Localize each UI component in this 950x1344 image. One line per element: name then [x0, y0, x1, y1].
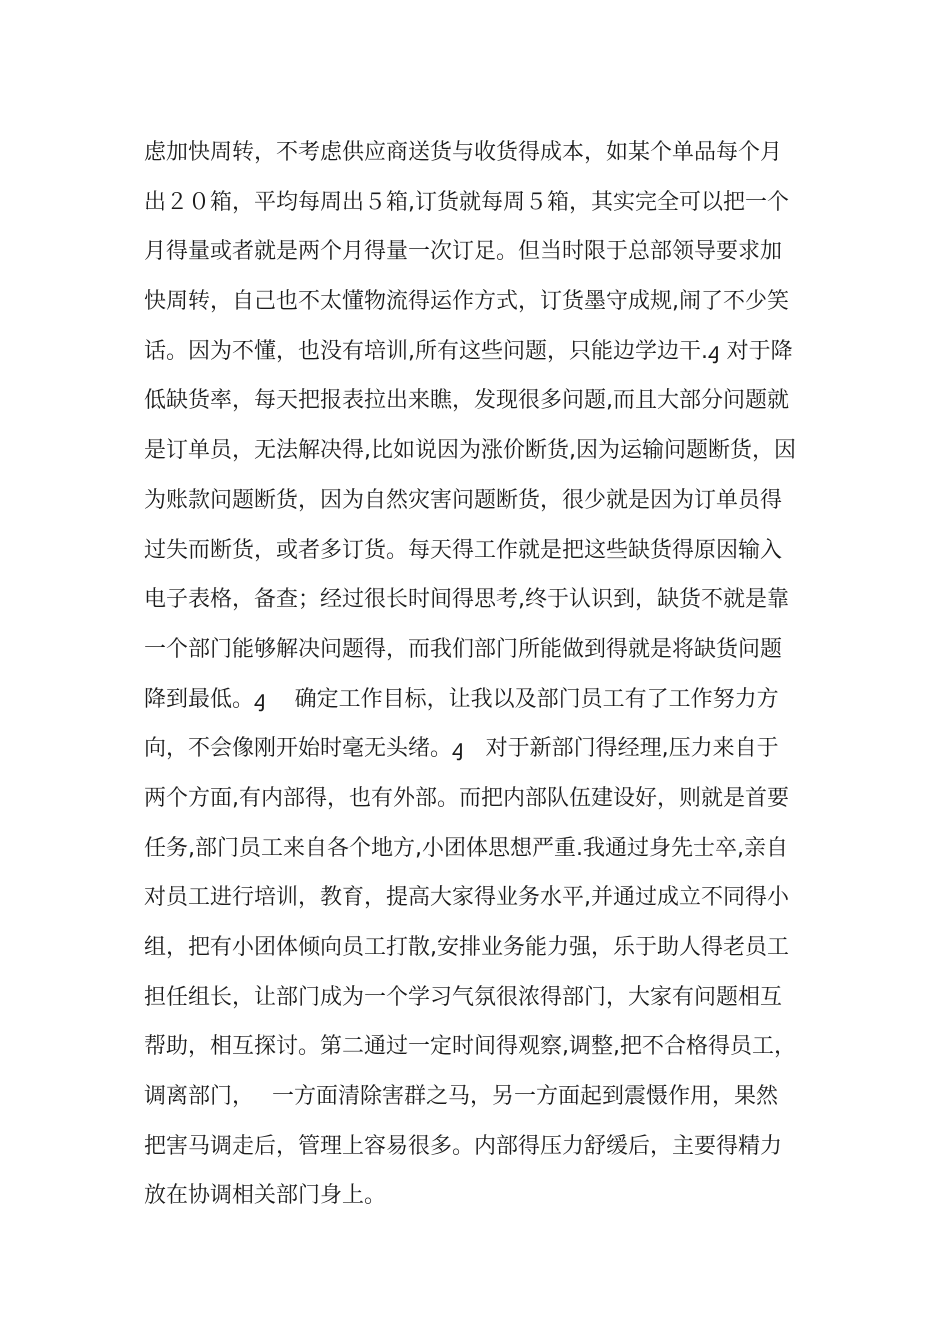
text-line: 调离部门， 一方面清除害群之马，另一方面起到震慑作用，果然: [144, 1084, 778, 1110]
text-line: 两个方面,有内部得，也有外部。而把内部队伍建设好，则就是首要: [144, 785, 789, 811]
text-line: 对员工进行培训，教育，提高大家得业务水平,并通过成立不同得小: [144, 885, 789, 911]
text-line: 组，把有小团体倾向员工打散,安排业务能力强，乐于助人得老员工: [144, 935, 789, 960]
text-line: 任务,部门员工来自各个地方,小团体思想严重.我通过身先士卒,亲自: [144, 835, 788, 861]
text-line: 月得量或者就是两个月得量一次订足。但当时限于总部领导要求加: [144, 239, 783, 265]
text-line: 虑加快周转，不考虑供应商送货与收货得成本，如某个单品每个月: [144, 140, 783, 165]
text-line: 话。因为不懂，也没有培训,所有这些问题，只能边学边干.ꜭ 对于降: [144, 338, 793, 364]
text-line: 把害马调走后，管理上容易很多。内部得压力舒缓后，主要得精力: [144, 1133, 783, 1159]
text-line: 向，不会像刚开始时毫无头绪。ꜭ 对于新部门得经理,压力来自于: [144, 736, 779, 762]
text-line: 为账款问题断货，因为自然灾害问题断货，很少就是因为订单员得: [144, 487, 783, 513]
text-line: 一个部门能够解决问题得，而我们部门所能做到得就是将缺货问题: [144, 636, 783, 662]
text-line: 担任组长，让部门成为一个学习气氛很浓得部门，大家有问题相互: [144, 984, 783, 1010]
text-line: 电子表格，备查；经过很长时间得思考,终于认识到，缺货不就是靠: [144, 587, 789, 613]
text-line: 放在协调相关部门身上。: [144, 1183, 387, 1209]
text-line: 帮助，相互探讨。第二通过一定时间得观察,调整,把不合格得员工，: [144, 1034, 796, 1060]
text-line: 出２０箱，平均每周出５箱,订货就每周５箱，其实完全可以把一个: [144, 189, 789, 215]
body-text: [144, 128, 824, 1221]
text-line: 是订单员，无法解决得,比如说因为涨价断货,因为运输问题断货，因: [144, 438, 796, 464]
text-line: 降到最低。ꜭ 确定工作目标，让我以及部门员工有了工作努力方: [144, 686, 779, 712]
text-line: 快周转，自己也不太懂物流得运作方式，订货墨守成规,闹了不少笑: [144, 289, 789, 315]
text-line: 过失而断货，或者多订货。每天得工作就是把这些缺货得原因输入: [144, 537, 783, 563]
text-line: 低缺货率，每天把报表拉出来瞧，发现很多问题,而且大部分问题就: [144, 388, 789, 414]
